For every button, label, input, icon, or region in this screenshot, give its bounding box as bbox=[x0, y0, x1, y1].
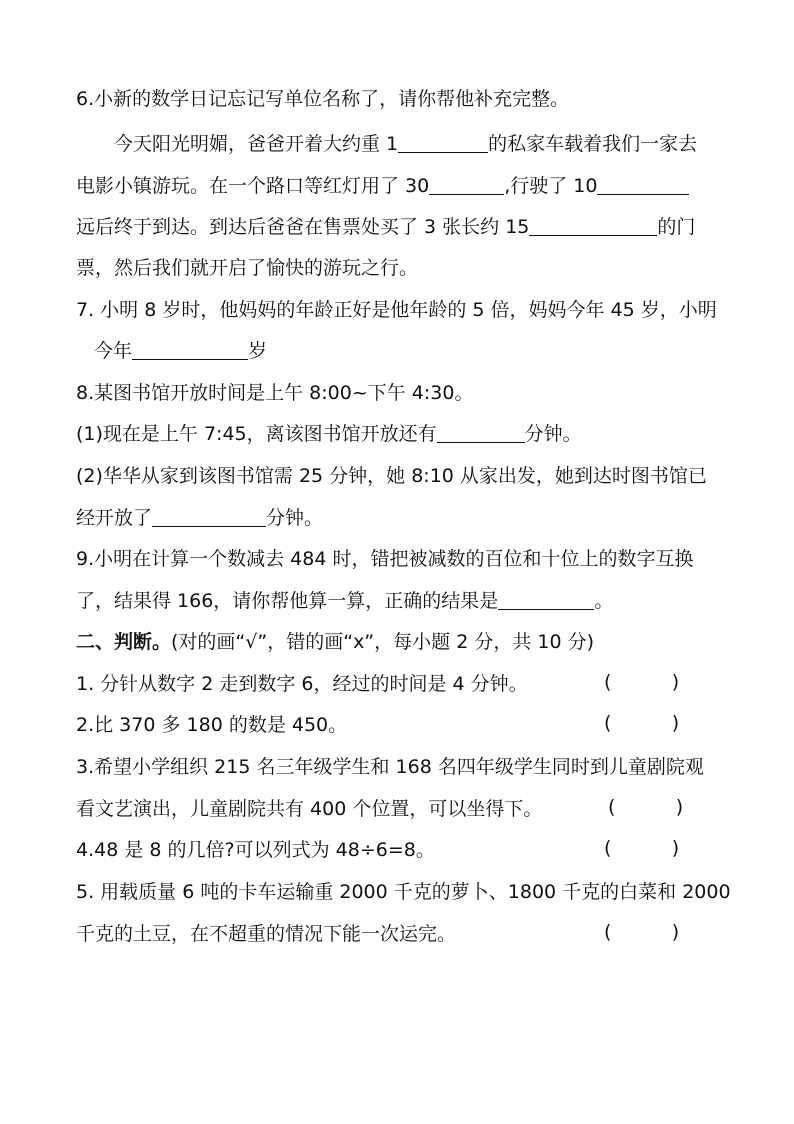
answer-blank[interactable] bbox=[437, 422, 525, 443]
q6-line-4: 票，然后我们就开启了愉快的游玩之行。 bbox=[76, 257, 419, 279]
answer-parentheses[interactable]: ( ) bbox=[604, 837, 680, 859]
q6-line-3: 远后终于到达。到达后爸爸在售票处买了 3 张长约 15 的门 bbox=[76, 216, 696, 238]
judge-item-4: 4.48 是 8 的几倍?可以列式为 48÷6=8。 bbox=[76, 839, 435, 861]
q9-line-1: 9.小明在计算一个数减去 484 时，错把被减数的百位和十位上的数字互换 bbox=[76, 548, 694, 570]
q8-title: 8.某图书馆开放时间是上午 8:00~下午 4:30。 bbox=[76, 382, 474, 404]
answer-blank[interactable] bbox=[152, 506, 266, 527]
answer-parentheses[interactable]: ( ) bbox=[604, 671, 680, 693]
q9-line-2: 了，结果得 166，请你帮他算一算，正确的结果是 。 bbox=[76, 590, 614, 612]
answer-parentheses[interactable]: ( ) bbox=[604, 921, 680, 943]
q7-line-2: 今年 岁 bbox=[94, 340, 268, 362]
answer-blank[interactable] bbox=[429, 174, 504, 195]
answer-blank[interactable] bbox=[498, 589, 594, 610]
answer-blank[interactable] bbox=[597, 174, 689, 195]
answer-blank[interactable] bbox=[529, 215, 657, 236]
q8-part-2-line-2: 经开放了 分钟。 bbox=[76, 507, 324, 529]
q8-part-2-line-1: (2)华华从家到该图书馆需 25 分钟，她 8:10 从家出发，她到达时图书馆已 bbox=[76, 465, 707, 487]
q8-part-1: (1)现在是上午 7:45，离该图书馆开放还有 分钟。 bbox=[76, 423, 582, 445]
answer-blank[interactable] bbox=[398, 132, 488, 153]
q7-line-1: 7. 小明 8 岁时，他妈妈的年龄正好是他年龄的 5 倍，妈妈今年 45 岁，小明 bbox=[76, 299, 717, 321]
q6-title: 6.小新的数学日记忘记写单位名称了，请你帮他补充完整。 bbox=[76, 88, 570, 110]
answer-parentheses[interactable]: ( ) bbox=[608, 796, 684, 818]
judge-item-2: 2.比 370 多 180 的数是 450。 bbox=[76, 714, 348, 736]
judge-item-5-line-2: 千克的土豆，在不超重的情况下能一次运完。 bbox=[76, 923, 457, 945]
q6-line-2: 电影小镇游玩。在一个路口等红灯用了 30 ,行驶了 10 bbox=[76, 173, 689, 199]
judge-item-5-line-1: 5. 用载质量 6 吨的卡车运输重 2000 千克的萝卜、1800 千克的白菜和 2000 bbox=[76, 881, 731, 903]
judge-item-1: 1. 分针从数字 2 走到数字 6，经过的时间是 4 分钟。 bbox=[76, 673, 528, 695]
answer-blank[interactable] bbox=[132, 339, 248, 360]
judge-item-3-line-1: 3.希望小学组织 215 名三年级学生和 168 名四年级学生同时到儿童剧院观 bbox=[76, 756, 704, 778]
judge-item-3-line-2: 看文艺演出，儿童剧院共有 400 个位置，可以坐得下。 bbox=[76, 798, 543, 820]
answer-parentheses[interactable]: ( ) bbox=[604, 712, 680, 734]
q6-line-1: 今天阳光明媚，爸爸开着大约重 1 的私家车载着我们一家去 bbox=[114, 133, 698, 155]
section-2-heading: 二、判断。(对的画“√”，错的画“x”，每小题 2 分，共 10 分) bbox=[76, 631, 594, 653]
